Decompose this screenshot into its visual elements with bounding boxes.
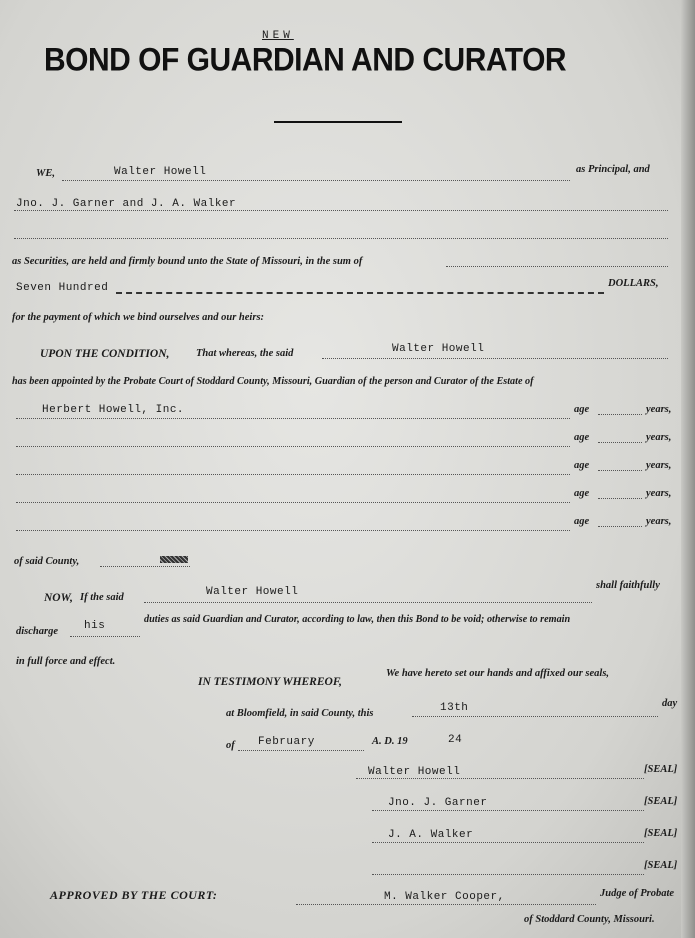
signature-line-1 xyxy=(356,778,644,779)
pronoun: his xyxy=(84,620,106,632)
county-label: of said County, xyxy=(14,556,80,567)
pronoun-line xyxy=(70,636,140,637)
sum-line-1 xyxy=(446,266,668,267)
condition-name-line xyxy=(322,358,668,359)
ad-label: A. D. 19 xyxy=(372,736,408,747)
ward-age-label-2: age xyxy=(574,432,590,443)
ward-age-line-5 xyxy=(598,526,642,527)
securities-line-2 xyxy=(14,238,668,239)
appointed-text: has been appointed by the Probate Court of Stoddard County, Missouri, Guardian of the person and Curator of the Estate of xyxy=(12,376,534,387)
ward-age-line-4 xyxy=(598,498,642,499)
signature-line-3 xyxy=(372,842,644,843)
as-securities-label: as Securities, are held and firmly bound unto the State of Missouri, in the sum of xyxy=(12,256,363,267)
now-name: Walter Howell xyxy=(206,586,299,598)
condition-name: Walter Howell xyxy=(392,343,485,355)
county-line xyxy=(100,566,190,567)
judge-name: M. Walker Cooper, xyxy=(384,891,505,903)
ward-name-1: Herbert Howell, Inc. xyxy=(42,404,185,416)
approved-label: APPROVED BY THE COURT: xyxy=(50,888,218,902)
ward-line-5 xyxy=(16,530,570,531)
ward-line-1 xyxy=(16,418,570,419)
ward-age-line-1 xyxy=(598,414,642,415)
duties-text: duties as said Guardian and Curator, according to law, then this Bond to be void; otherwise to remain xyxy=(144,614,571,625)
securities-line xyxy=(14,210,668,211)
day-value: 13th xyxy=(440,702,469,714)
year: 24 xyxy=(448,734,463,746)
dollars-label: DOLLARS, xyxy=(608,278,659,289)
principal-line xyxy=(62,180,570,181)
we-label: WE, xyxy=(36,168,55,179)
month-line xyxy=(238,750,364,751)
day-line xyxy=(412,716,658,717)
signature-line-4 xyxy=(372,874,644,875)
signature-1: Walter Howell xyxy=(368,766,461,778)
testimony-at: at Bloomfield, in said County, this xyxy=(226,708,374,719)
now-text: If the said xyxy=(80,592,124,603)
as-principal-label: as Principal, and xyxy=(576,164,650,175)
month: February xyxy=(258,736,315,748)
discharge-label: discharge xyxy=(16,626,58,637)
principal-name: Walter Howell xyxy=(114,166,207,178)
ward-age-label-1: age xyxy=(574,404,590,415)
ward-years-label-2: years, xyxy=(646,432,672,443)
signature-2: Jno. J. Garner xyxy=(388,797,488,809)
ward-years-label-4: years, xyxy=(646,488,672,499)
seal-1: [SEAL] xyxy=(644,764,678,775)
signature-line-2 xyxy=(372,810,644,811)
sum-dash-line xyxy=(116,292,604,294)
document-title: BOND OF GUARDIAN AND CURATOR xyxy=(44,42,567,79)
seal-4: [SEAL] xyxy=(644,860,678,871)
signature-3: J. A. Walker xyxy=(388,829,474,841)
force-text: in full force and effect. xyxy=(16,656,116,667)
now-lead: NOW, xyxy=(44,592,73,604)
ward-years-label-3: years, xyxy=(646,460,672,471)
ward-line-3 xyxy=(16,474,570,475)
page-edge-shadow xyxy=(681,0,695,938)
ward-years-label-1: years, xyxy=(646,404,672,415)
payment-clause: for the payment of which we bind ourselves and our heirs: xyxy=(12,312,265,323)
testimony-lead: IN TESTIMONY WHEREOF, xyxy=(198,676,342,688)
testimony-text: We have hereto set our hands and affixed our seals, xyxy=(386,668,610,679)
ward-age-line-2 xyxy=(598,442,642,443)
faithfully-label: shall faithfully xyxy=(596,580,660,591)
judge-title: Judge of Probate xyxy=(600,888,675,899)
ward-age-label-4: age xyxy=(574,488,590,499)
day-label: day xyxy=(662,698,678,709)
judge-line xyxy=(296,904,596,905)
of-label: of xyxy=(226,740,235,751)
ward-years-label-5: years, xyxy=(646,516,672,527)
condition-lead: UPON THE CONDITION, xyxy=(40,348,170,360)
ward-age-line-3 xyxy=(598,470,642,471)
securities-names: Jno. J. Garner and J. A. Walker xyxy=(16,198,237,210)
ward-age-label-5: age xyxy=(574,516,590,527)
now-name-line xyxy=(144,602,592,603)
title-rule xyxy=(274,121,402,123)
seal-2: [SEAL] xyxy=(644,796,678,807)
struck-out-text xyxy=(160,556,188,563)
ward-line-4 xyxy=(16,502,570,503)
condition-text: That whereas, the said xyxy=(196,348,294,359)
ward-line-2 xyxy=(16,446,570,447)
sum-amount: Seven Hundred xyxy=(16,282,109,294)
seal-3: [SEAL] xyxy=(644,828,678,839)
ward-age-label-3: age xyxy=(574,460,590,471)
judge-county: of Stoddard County, Missouri. xyxy=(524,914,655,925)
new-label: NEW xyxy=(262,30,294,42)
